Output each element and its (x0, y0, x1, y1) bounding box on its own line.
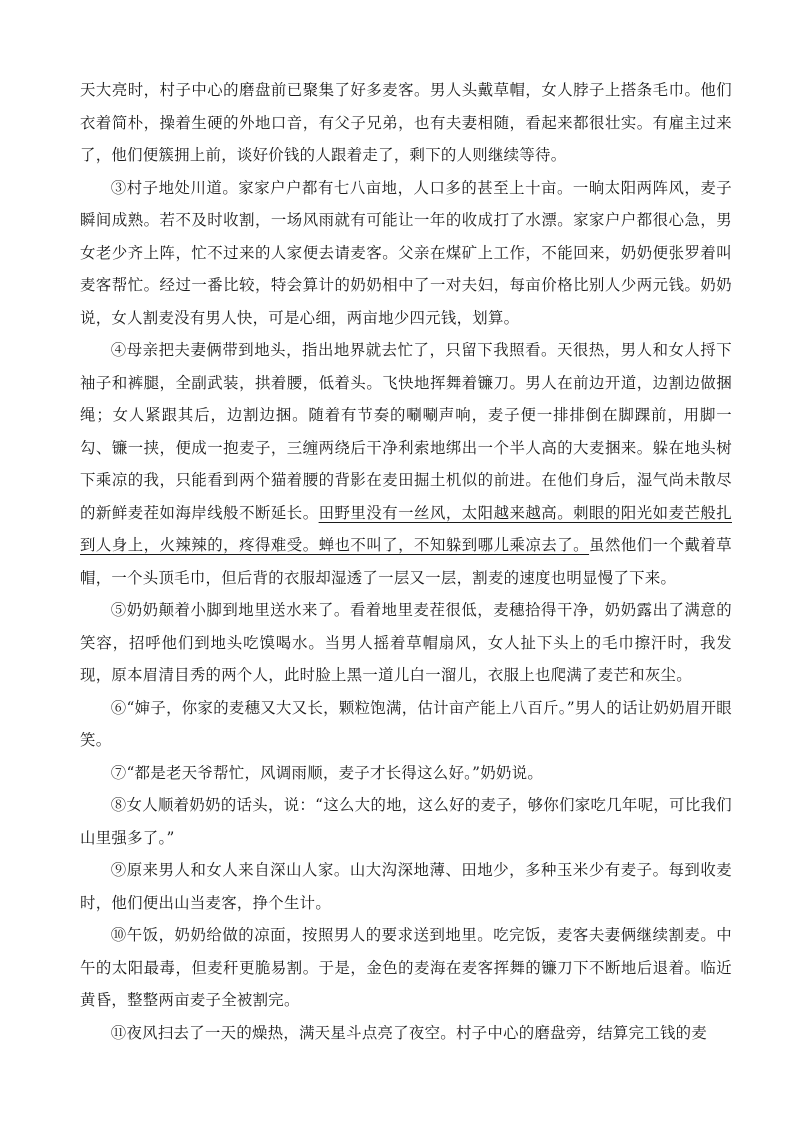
paragraph-10: ⑩午饭，奶奶给做的凉面，按照男人的要求送到地里。吃完饭，麦客夫妻俩继续割麦。中午的太阳最毒，但麦秆更脆易割。于是，金色的麦海在麦客挥舞的镰刀下不断地后退着。临近黄昏，整整两亩麦子全被割完。 (80, 926, 732, 1009)
paragraph-3: ③村子地处川道。家家户户都有七八亩地，人口多的甚至上十亩。一晌太阳两阵风，麦子瞬间成熟。若不及时收割，一场风雨就有可能让一年的收成打了水漂。家家户户都很心急，男女老少齐上阵，忙不过来的人家便去请麦客。父亲在煤矿上工作，不能回来，奶奶便张罗着叫麦客帮忙。经过一番比较，特会算计的奶奶相中了一对夫妇，每亩价格比别人少两元钱。奶奶说，女人割麦没有男人快，可是心细，两亩地少四元钱，划算。 (80, 178, 732, 327)
paragraph-2: 天大亮时，村子中心的磨盘前已聚集了好多麦客。男人头戴草帽，女人脖子上搭条毛巾。他们衣着简朴，操着生硬的外地口音，有父子兄弟，也有夫妻相随，看起来都很壮实。有雇主过来了，他们便簇拥上前，谈好价钱的人跟着走了，剩下的人则继续等待。 (80, 81, 732, 164)
paragraph-4-text-before: ④母亲把夫妻俩带到地头，指出地界就去忙了，只留下我照看。天很热，男人和女人捋下袖子和裤腿，全副武装，拱着腰，低着头。飞快地挥舞着镰刀。男人在前边开道，边割边做捆绳；女人紧跟其后，边割边捆。随着有节奏的唰唰声响，麦子便一排排倒在脚踝前，用脚一勾、镰一挟，便成一抱麦子，三缠两绕后干净利索地绑出一个半人高的大麦捆来。躲在地头树下乘凉的我，只能看到两个猫着腰的背影在麦田掘土机似的前进。在他们身后，湿气尚未散尽的新鲜麦茬如海岸线般不断延长。 (80, 341, 732, 522)
paragraph-4-text-after: 虽然他们一个戴着草帽，一个头顶毛巾，但后背的衣服却湿透了一层又一层，割麦的速度也明显慢了下来。 (80, 536, 732, 587)
paragraph-6: ⑥“婶子，你家的麦穗又大又长，颗粒饱满，估计亩产能上八百斤。”男人的话让奶奶眉开眼笑。 (80, 698, 732, 749)
paragraph-8: ⑧女人顺着奶奶的话头，说：“这么大的地，这么好的麦子，够你们家吃几年呢，可比我们山里强多了。” (80, 796, 732, 847)
article-body (80, 74, 732, 1049)
underlined-sentence: 田野里没有一丝风，太阳越来越高。刺眼的阳光如麦芒般扎到人身上，火辣辣的，疼得难受。蝉也不叫了，不知躲到哪儿乘凉去了。 (80, 503, 732, 554)
paragraph-5: ⑤奶奶颠着小脚到地里送水来了。看着地里麦茬很低，麦穗拾得干净，奶奶露出了满意的笑容，招呼他们到地头吃馍喝水。当男人摇着草帽扇风，女人扯下头上的毛巾擦汗时，我发现，原本眉清目秀的两个人，此时脸上黑一道儿白一溜儿，衣服上也爬满了麦芒和灰尘。 (80, 601, 732, 684)
paragraph-7: ⑦“都是老天爷帮忙，风调雨顺，麦子才长得这么好。”奶奶说。 (110, 763, 544, 782)
paragraph-9: ⑨原来男人和女人来自深山人家。山大沟深地薄、田地少，多种玉米少有麦子。每到收麦时，他们便出山当麦客，挣个生计。 (80, 861, 732, 912)
paragraph-11: ⑪夜风扫去了一天的燥热，满天星斗点亮了夜空。村子中心的磨盘旁，结算完工钱的麦 (110, 1023, 708, 1042)
paragraph-4 (80, 334, 732, 594)
